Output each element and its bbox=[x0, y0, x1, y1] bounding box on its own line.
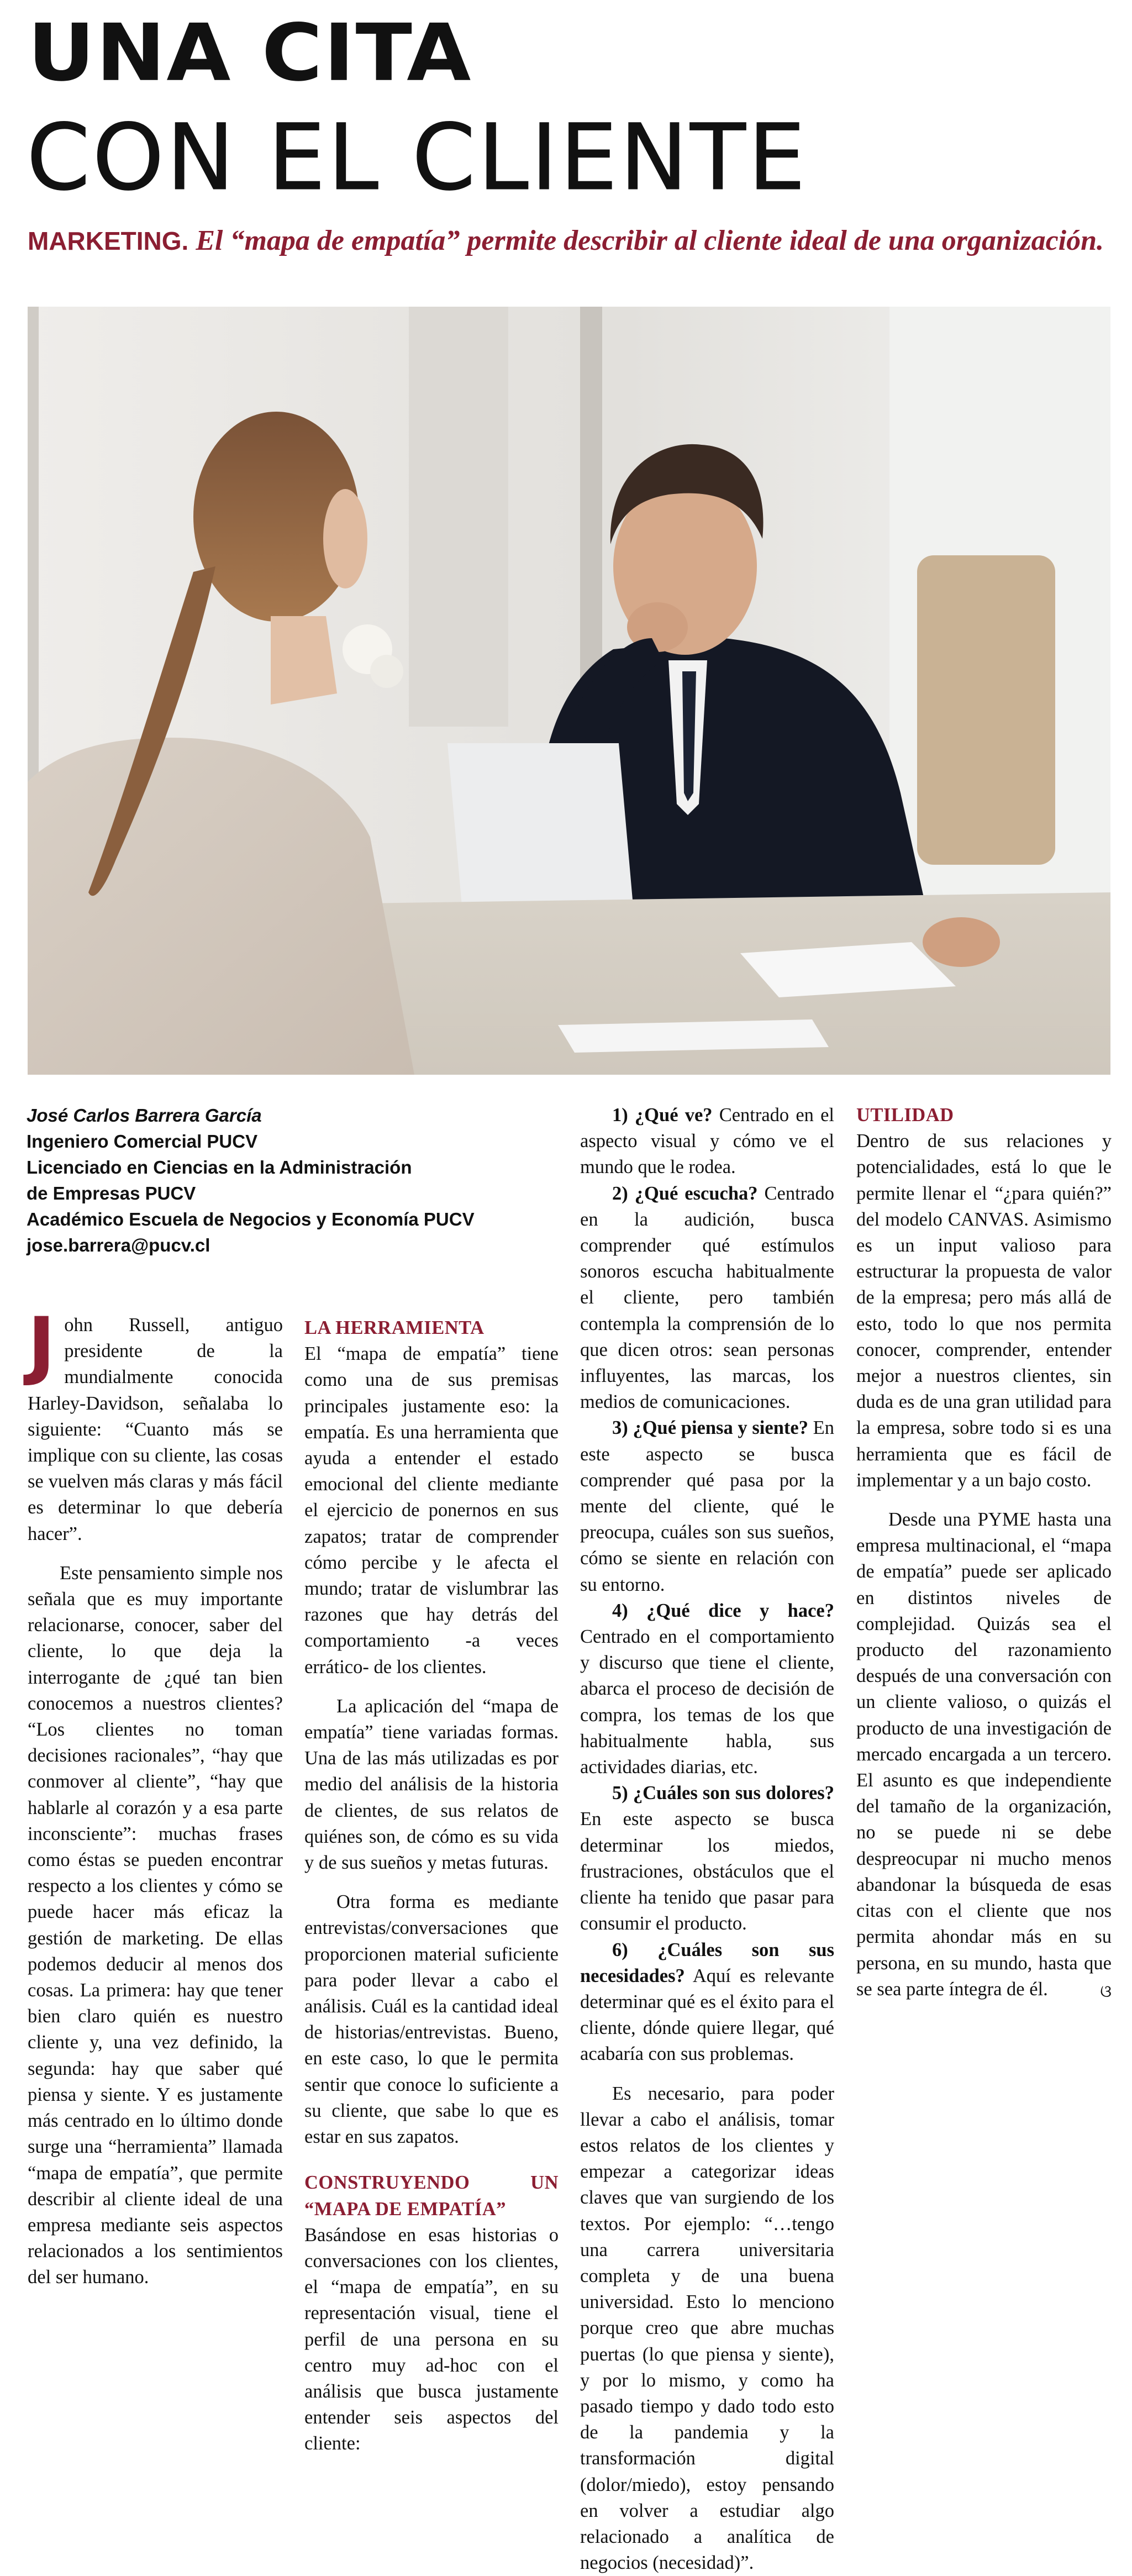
headline-line-2: CON EL CLIENTE bbox=[27, 104, 808, 211]
article-paragraph: Desde una PYME hasta una empresa multinacional, el “mapa de empatía” puede ser aplicado en distintos niveles de complejidad. Quizás sea el producto del razonamiento después de una conversación con un cliente valioso, o quizás el producto de una investigación de mercado encargada a un tercero. El asunto es que independiente del tamaño de la organización, no se puede ni se debe despreocupar ni mucho menos abandonar la búsqueda de esas citas con el cliente que nos permita ahondar más en su persona, en su mundo, hasta que se sea parte íntegra de él. ଓ bbox=[856, 1507, 1112, 2002]
section-heading-construyendo: CONSTRUYENDO UN “MAPA DE EMPATÍA” bbox=[304, 2172, 559, 2220]
article-column-4 bbox=[856, 1102, 1112, 2005]
author-degree-1: Ingeniero Comercial PUCV bbox=[27, 1131, 258, 1152]
aspect-item-4: 4) ¿Qué dice y hace? Centrado en el comportamiento y discurso que tiene el cliente, abarca el proceso de decisión de compra, los temas de los que habitualmente habla, sus actividades diarias, etc. bbox=[580, 1600, 834, 1778]
article-paragraph: John Russell, antiguo presidente de la mundialmente conocida Harley-Davidson, señalaba lo siguiente: “Cuanto más se implique con su cliente, las cosas se vuelven más claras y más fácil es determinar lo que debería hacer”. bbox=[28, 1301, 283, 1544]
article-column-1 bbox=[28, 1301, 283, 2291]
aspect-item-2: 2) ¿Qué escucha? Centrado en la audición, busca comprender qué estímulos sonoros escucha habitualmente el cliente, pero también contempla la comprensión de lo que dicen otros: sean personas influyentes, las marcas, los medios de comunicaciones. bbox=[580, 1182, 834, 1413]
article-paragraph: Es necesario, para poder llevar a cabo el análisis, tomar estos relatos de los clientes y empezar a categorizar ideas claves que van surgiendo de los textos. Por ejemplo: “…tengo una carrera universitaria completa y de una buena universidad. Esto lo menciono porque creo que abre muchas puertas (lo que piensa y siente), y por lo mismo, y como ha pasado tiempo y dado todo esto de la pandemia y la transformación digital (dolor/miedo), estoy pensando en volver a estudiar algo relacionado a analítica de negocios (necesidad)”. bbox=[580, 2083, 834, 2574]
author-degree-2-cont: de Empresas PUCV bbox=[27, 1183, 196, 1203]
article-column-2 bbox=[304, 1315, 559, 2457]
author-email: jose.barrera@pucv.cl bbox=[27, 1235, 210, 1255]
article-paragraph: El “mapa de empatía” tiene como una de sus premisas principales justamente eso: la empatía. Es una herramienta que ayuda a entender el estado emocional del cliente mediante el ejercicio de ponernos en sus zapatos; tratar de comprender cómo percibe y le afecta el mundo; tratar de vislumbrar las razones que hay detrás del comportamiento -a veces errático- de los clientes. bbox=[304, 1343, 559, 1678]
headline-line-1: UNA CITA bbox=[28, 7, 472, 99]
article-paragraph: La aplicación del “mapa de empatía” tiene variadas formas. Una de las más utilizadas es por medio del análisis de la historia de clientes, de sus relatos de quiénes son, de cómo es su vida y de sus sueños y metas futuras. bbox=[304, 1695, 559, 1874]
aspect-item-6: 6) ¿Cuáles son sus necesidades? Aquí es relevante determinar qué es el éxito para el cliente, dónde quiere llegar, qué acabaría con sus problemas. bbox=[580, 1939, 834, 2065]
section-heading-herramienta: LA HERRAMIENTA bbox=[304, 1317, 485, 1338]
drop-cap: J bbox=[28, 1301, 56, 1388]
aspect-item-3: 3) ¿Qué piensa y siente? En este aspecto se busca comprender qué pasa por la mente del cliente, qué le preocupa, cuáles son sus sueños, cómo se siente en relación con su entorno. bbox=[580, 1417, 834, 1595]
lead-kicker: MARKETING. bbox=[28, 227, 189, 255]
article-paragraph: Este pensamiento simple nos señala que es muy importante relacionarse, conocer, saber del cliente, lo que deja la interrogante de ¿qué tan bien conocemos a nuestros clientes? “Los clientes no toman decisiones racionales”, “hay que conmover al cliente”, “hay que hablarle al corazón y a esa parte inconsciente”: muchas frases como éstas se pueden encontrar respecto a los clientes y cómo se puede hacer más eficaz la gestión de marketing. De ellas podemos deducir al menos dos cosas. La primera: hay que tener bien claro quién es nuestro cliente y, una vez definido, la segunda: hay que saber qué piensa y siente. Y es justamente más centrado en lo último donde surge una “herramienta” llamada “mapa de empatía”, que permite describir al cliente ideal de una empresa mediante seis aspectos relacionados a los sentimientos del ser humano. bbox=[28, 1562, 283, 2288]
lead-summary bbox=[28, 222, 1105, 260]
author-degree-2: Licenciado en Ciencias en la Administración bbox=[27, 1157, 412, 1177]
article-paragraph: Otra forma es mediante entrevistas/conversaciones que proporcionen material suficiente para poder llevar a cabo el análisis. Cuál es la cantidad ideal de historias/entrevistas. Bueno, en este caso, lo que le permita sentir que conoce lo suficiente a su cliente, que sabe lo que es estar en sus zapatos. bbox=[304, 1891, 559, 2148]
article-paragraph: Dentro de sus relaciones y potencialidades, está lo que le permite llenar el “¿para quién?” del modelo CANVAS. Asimismo es un input valioso para estructurar la propuesta de valor de la empresa; pero más allá de esto, todo lo que nos permita conocer, comprender, entender mejor a nuestros clientes, sin duda es de una gran utilidad para la empresa, sobre todo si es una herramienta que es fácil de implementar y a un bajo costo. bbox=[856, 1131, 1112, 1491]
section-heading-utilidad: UTILIDAD bbox=[856, 1105, 954, 1126]
aspect-item-5: 5) ¿Cuáles son sus dolores? En este aspecto se busca determinar los miedos, frustraciones, obstáculos que el cliente ha tenido que pasar para consumir el producto. bbox=[580, 1783, 834, 1934]
article-paragraph: Basándose en esas historias o conversaciones con los clientes, el “mapa de empatía”, en su representación visual, tiene el perfil de una persona en su centro muy ad-hoc con el análisis que busca justamente entender seis aspectos del cliente: bbox=[304, 2224, 559, 2454]
article-photo bbox=[28, 307, 1110, 1075]
article-column-3 bbox=[580, 1102, 834, 2576]
end-of-article-icon: ଓ bbox=[1100, 1981, 1112, 2001]
lead-text: El “mapa de empatía” permite describir al cliente ideal de una organización. bbox=[188, 225, 1104, 256]
meeting-photo-illustration bbox=[28, 307, 1110, 1075]
aspect-item-1: 1) ¿Qué ve? Centrado en el aspecto visual y cómo ve el mundo que le rodea. bbox=[580, 1105, 834, 1178]
author-byline bbox=[27, 1102, 579, 1258]
author-position: Académico Escuela de Negocios y Economía PUCV bbox=[27, 1209, 475, 1229]
author-name: José Carlos Barrera García bbox=[27, 1105, 262, 1126]
